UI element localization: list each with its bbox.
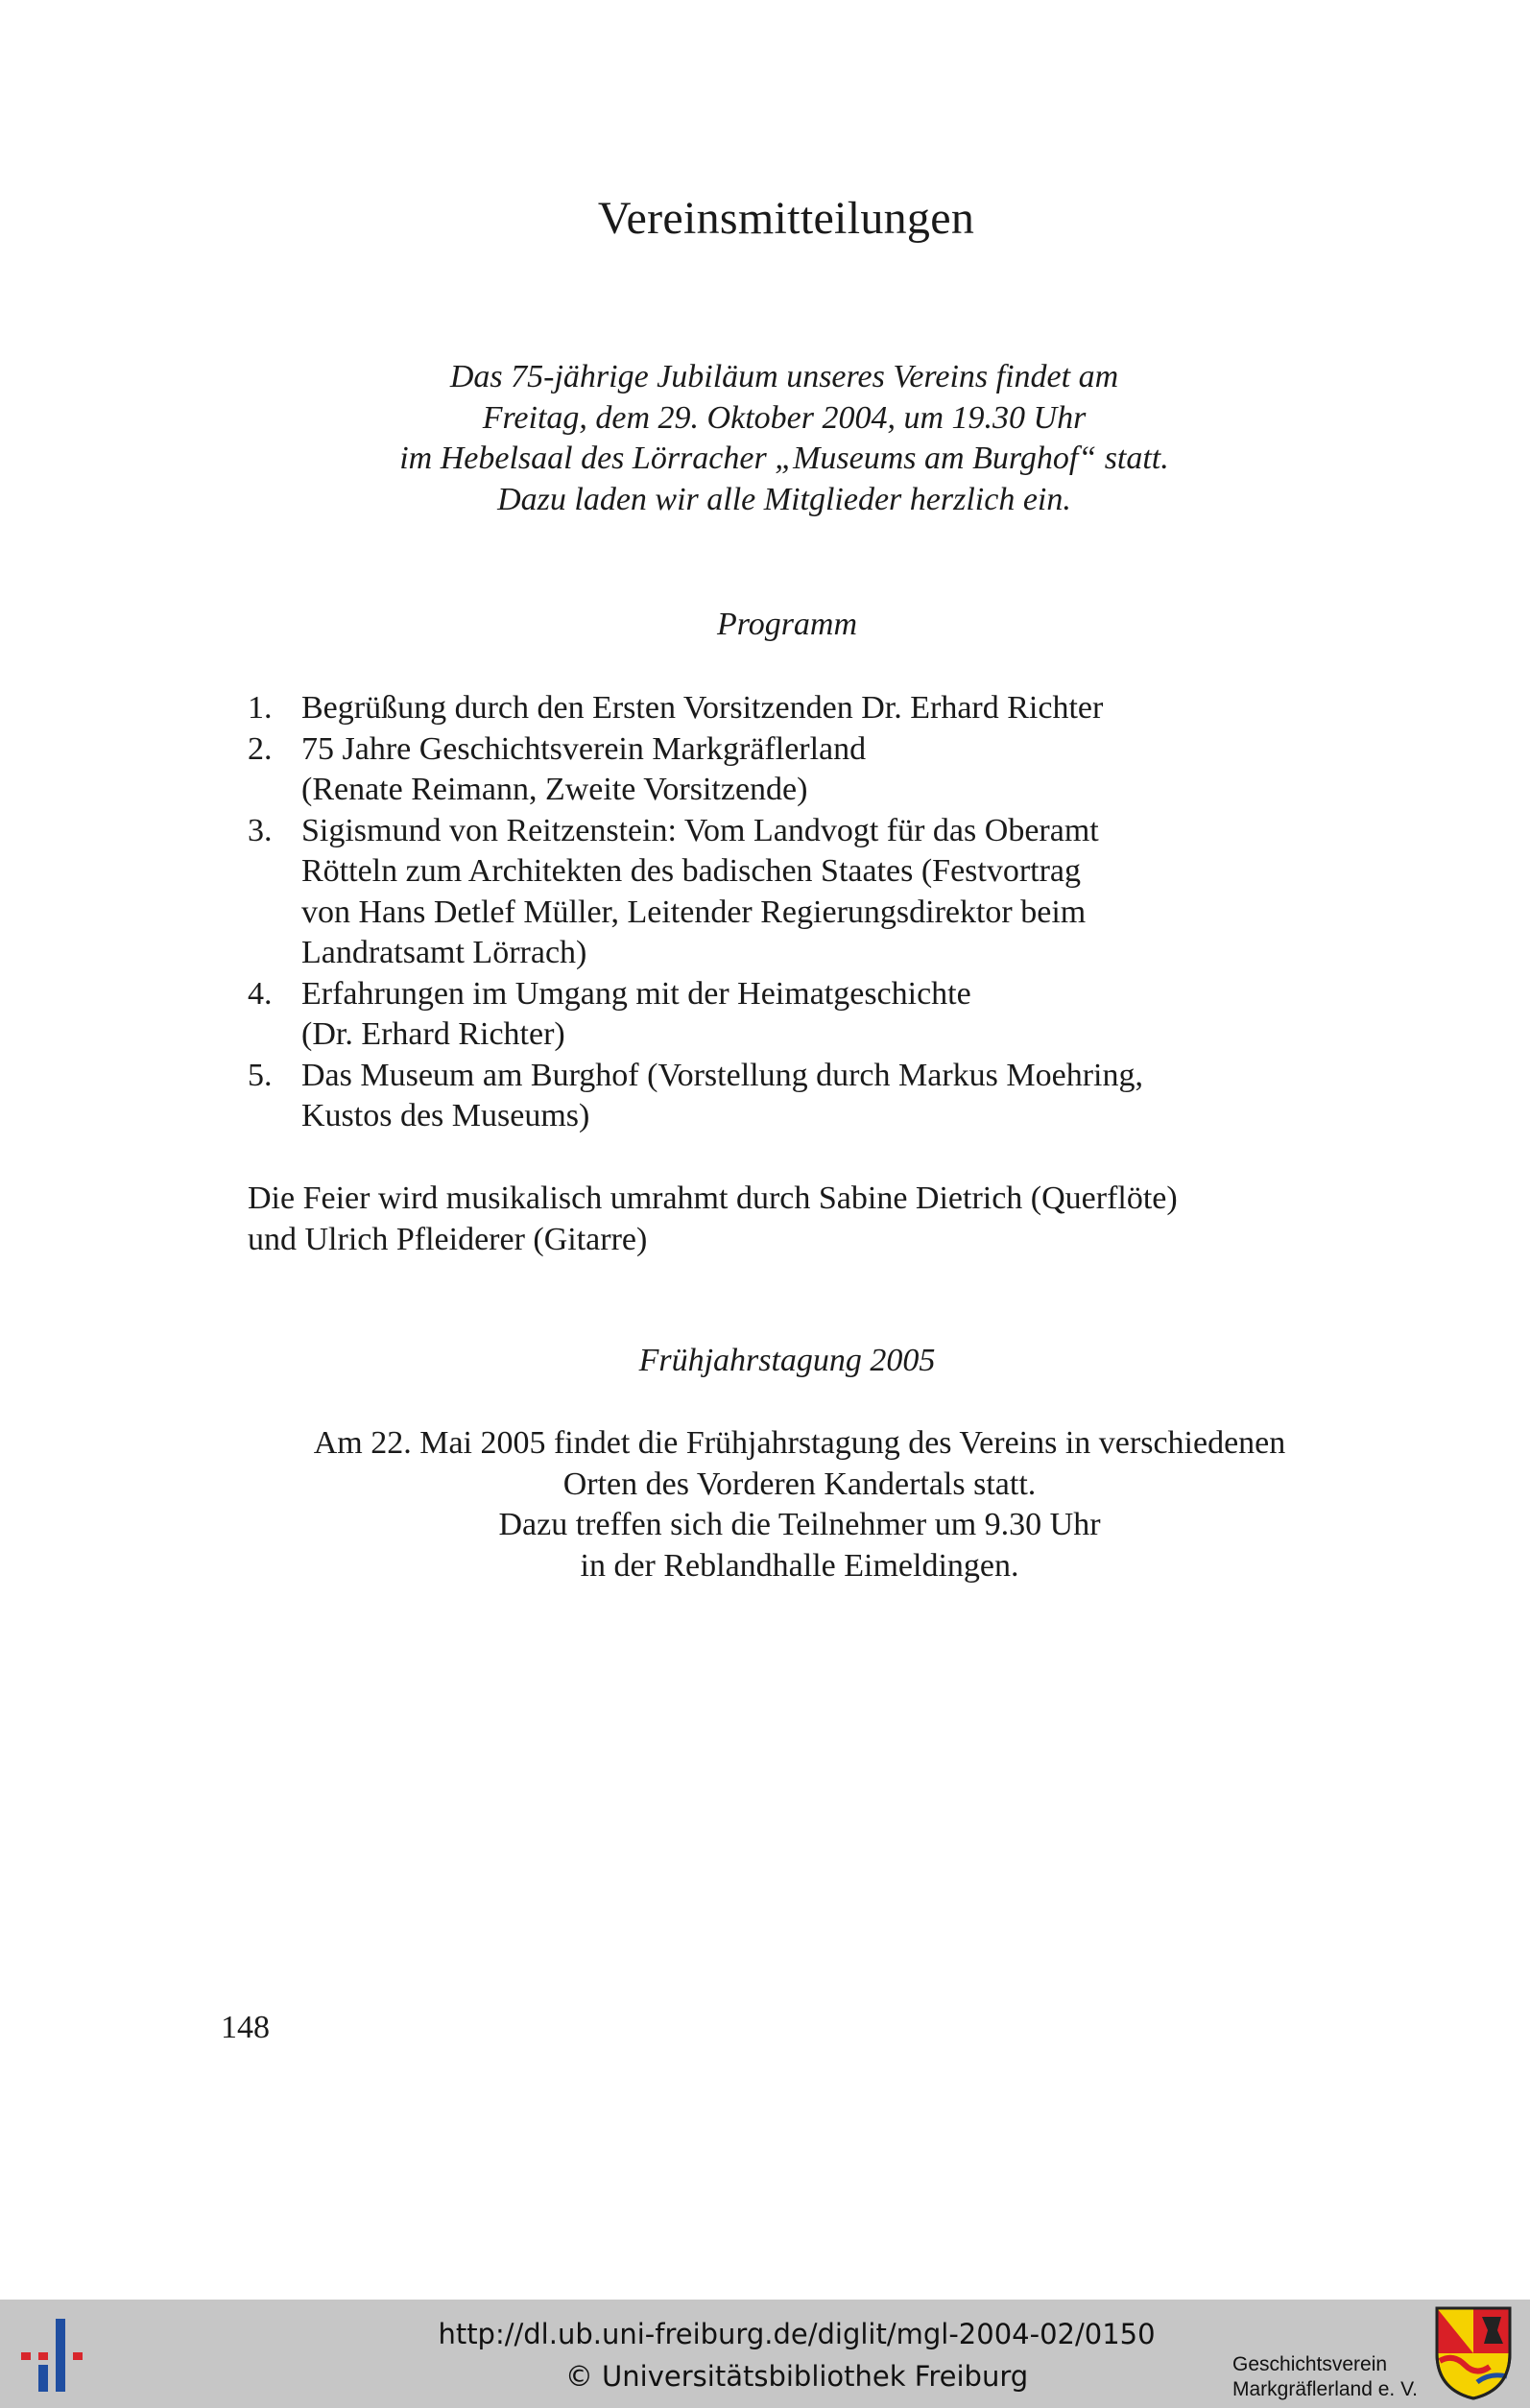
item-number: 5. — [248, 1057, 273, 1093]
program-item — [248, 1056, 1303, 1137]
item-line: (Dr. Erhard Richter) — [301, 1016, 565, 1052]
program-heading: Programm — [716, 607, 858, 642]
coat-of-arms-icon — [1434, 2305, 1513, 2401]
society-line: Geschichtsverein — [1232, 2353, 1388, 2375]
spring-line: Orten des Vorderen Kandertals statt. — [562, 1466, 1037, 1502]
program-item — [248, 811, 1303, 974]
intro-line: Dazu laden wir alle Mitglieder herzlich ein. — [497, 481, 1071, 517]
item-number: 3. — [248, 812, 273, 848]
item-text — [301, 729, 866, 811]
item-number: 2. — [248, 730, 273, 767]
spring-line: Am 22. Mai 2005 findet die Frühjahrstagung des Vereins in verschiedenen — [313, 1425, 1286, 1461]
program-item — [248, 729, 1303, 811]
item-line: Landratsamt Lörrach) — [301, 935, 587, 970]
item-line: Das Museum am Burghof (Vorstellung durch Markus Moehring, — [301, 1057, 1143, 1093]
item-line: (Renate Reimann, Zweite Vorsitzende) — [301, 772, 808, 807]
item-text — [301, 1056, 1143, 1137]
page-title: Vereinsmitteilungen — [597, 193, 975, 244]
footer-copyright: © Universitätsbibliothek Freiburg — [564, 2360, 1029, 2393]
item-line: Sigismund von Reitzenstein: Vom Landvogt für das Oberamt — [301, 812, 1099, 848]
footer-bar — [0, 2300, 1530, 2408]
item-line: Rötteln zum Architekten des badischen Staates (Festvortrag — [301, 853, 1082, 889]
spring-text — [0, 1423, 1530, 1586]
item-line: 75 Jahre Geschichtsverein Markgräflerland — [301, 730, 867, 767]
footer-url[interactable]: http://dl.ub.uni-freiburg.de/diglit/mgl-2004-02/0150 — [438, 2318, 1156, 2350]
item-number: 1. — [248, 690, 273, 726]
program-list — [248, 688, 1303, 1137]
item-line: Kustos des Museums) — [301, 1098, 590, 1133]
program-item — [248, 688, 1303, 729]
item-line: Begrüßung durch den Ersten Vorsitzenden Dr. Erhard Richter — [301, 690, 1104, 726]
spring-line: Dazu treffen sich die Teilnehmer um 9.30 Uhr — [498, 1507, 1101, 1542]
society-name — [1232, 2352, 1418, 2402]
intro-line: im Hebelsaal des Lörracher „Museums am Burghof“ statt. — [399, 441, 1169, 476]
music-note — [248, 1179, 1178, 1260]
item-text — [301, 811, 1099, 974]
music-line: Die Feier wird musikalisch umrahmt durch Sabine Dietrich (Querflöte) — [248, 1180, 1178, 1216]
item-text — [301, 974, 971, 1056]
spring-heading: Frühjahrstagung 2005 — [638, 1343, 936, 1378]
intro-line: Freitag, dem 29. Oktober 2004, um 19.30 Uhr — [482, 399, 1087, 436]
intro-paragraph — [0, 357, 1530, 520]
page-number: 148 — [221, 2010, 270, 2045]
item-number: 4. — [248, 975, 273, 1012]
intro-line: Das 75-jährige Jubiläum unseres Vereins findet am — [449, 359, 1119, 394]
item-text — [301, 688, 1103, 729]
item-line: Erfahrungen im Umgang mit der Heimatgeschichte — [301, 975, 971, 1012]
society-line: Markgräflerland e. V. — [1232, 2378, 1418, 2400]
spring-line: in der Reblandhalle Eimeldingen. — [580, 1547, 1019, 1584]
music-line: und Ulrich Pfleiderer (Gitarre) — [248, 1221, 648, 1257]
item-line: von Hans Detlef Müller, Leitender Regierungsdirektor beim — [301, 894, 1087, 930]
program-item — [248, 974, 1303, 1056]
